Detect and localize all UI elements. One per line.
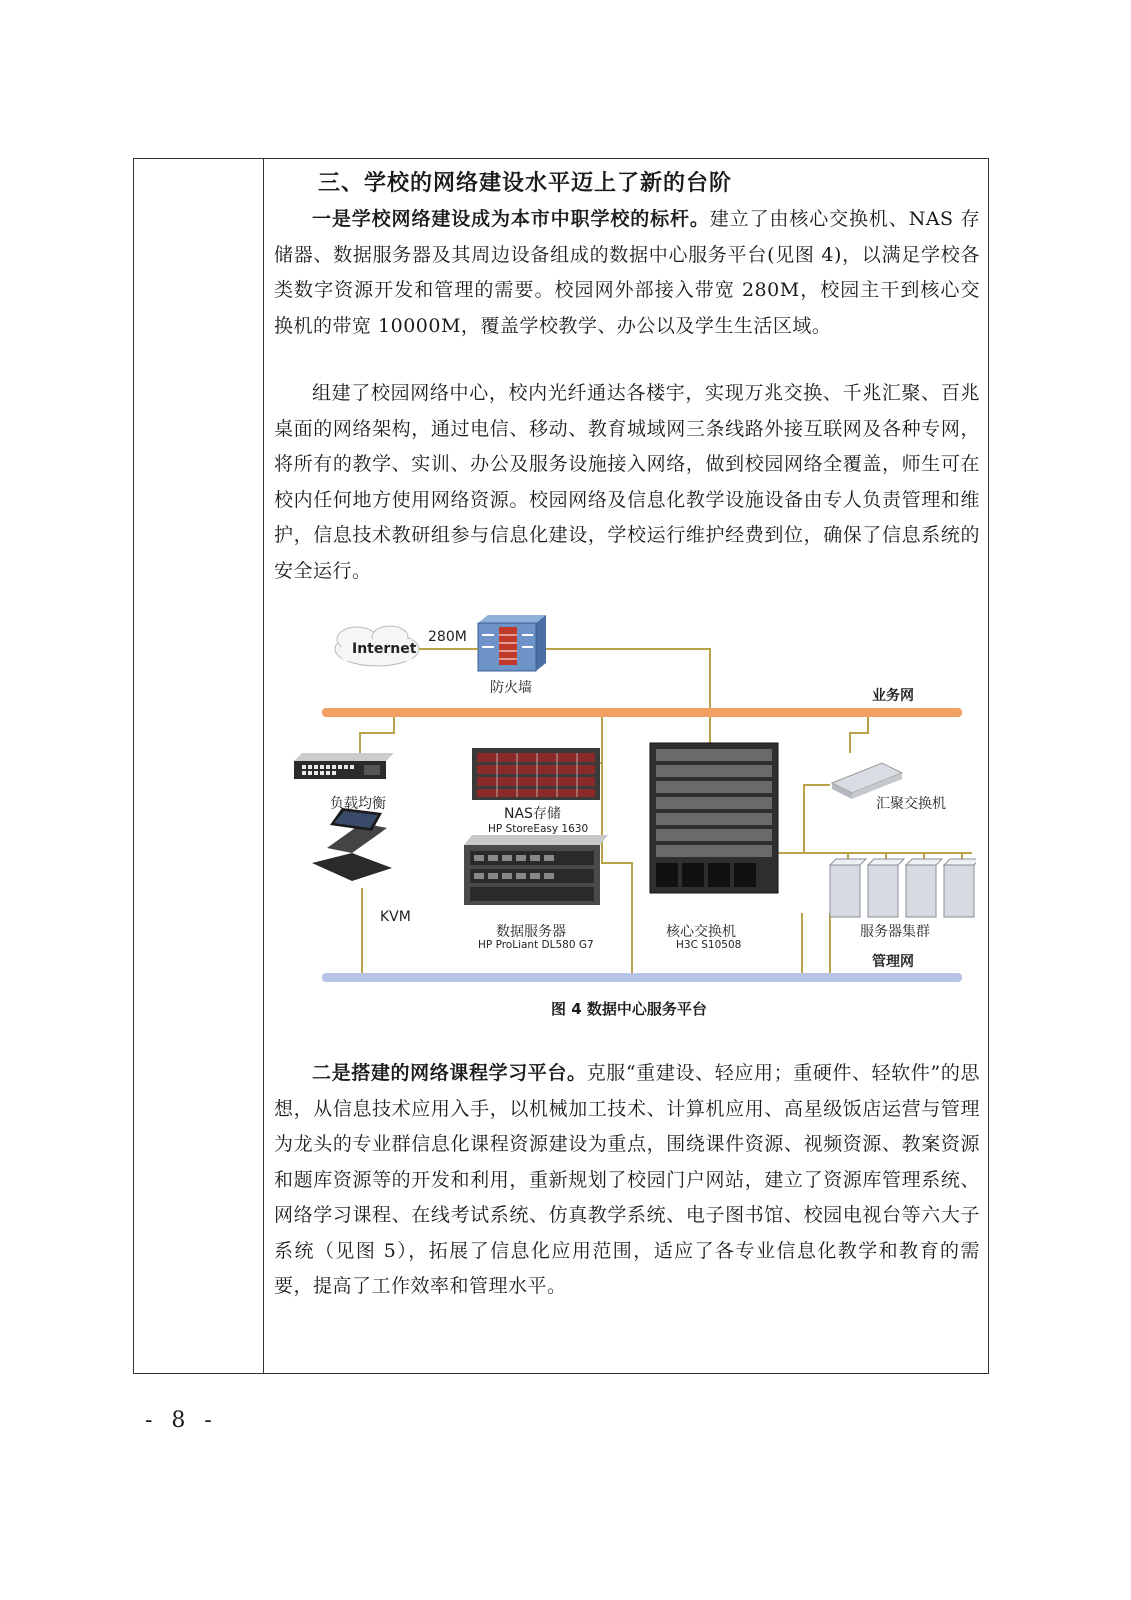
kvm-icon [312,808,392,881]
aggregation-switch-label: 汇聚交换机 [876,796,946,812]
figure-caption: 图 4 数据中心服务平台 [551,1000,707,1018]
server-cluster-label: 服务器集群 [860,924,930,940]
paragraph-1-lead: 一是学校网络建设成为本市中职学校的标杆。 [312,208,710,230]
load-balancer-label: 负载均衡 [330,796,386,812]
data-server-label: 数据服务器 [496,924,566,940]
management-net-bar [322,973,962,982]
paragraph-3 [274,1056,980,1305]
section-heading: 三、学校的网络建设水平迈上了新的台阶 [318,170,733,196]
paragraph-3-lead: 二是搭建的网络课程学习平台。 [312,1062,587,1084]
page-number: - 8 - [145,1408,218,1433]
nas-storage-icon [472,748,600,800]
core-switch-label: 核心交换机 [666,924,736,940]
management-net-label: 管理网 [872,954,914,970]
core-switch-icon [650,743,778,893]
bandwidth-label: 280M [428,629,467,645]
kvm-label: KVM [380,909,411,925]
nas-label: NAS存储 [504,806,561,822]
business-net-label: 业务网 [872,688,914,704]
business-net-bar [322,708,962,717]
internet-label: Internet [352,641,417,657]
core-switch-model-label: H3C S10508 [676,939,742,951]
column-divider [263,159,264,1373]
server-cluster-icon [830,859,976,917]
paragraph-1 [274,202,980,344]
paragraph-1-body: 建立了由核心交换机、NAS 存储器、数据服务器及其周边设备组成的数据中心服务平台(见图 4)，以满足学校各类数字资源开发和管理的需要。校园网外部接入带宽 280M，校园主干到核心交换机的带宽 10000M，覆盖学校教学、办公以及学生生活区域。 [274,208,980,337]
firewall-label: 防火墙 [490,680,532,696]
firewall-icon [478,615,546,671]
nas-model-label: HP StoreEasy 1630 [488,823,589,835]
network-diagram [282,613,976,1028]
load-balancer-icon [294,753,394,779]
paragraph-2: 组建了校园网络中心，校内光纤通达各楼宇，实现万兆交换、千兆汇聚、百兆桌面的网络架构，通过电信、移动、教育城域网三条线路外接互联网及各种专网，将所有的教学、实训、办公及服务设施接入网络，做到校园网络全覆盖，师生可在校内任何地方使用网络资源。校园网络及信息化教学设施设备由专人负责管理和维护，信息技术教研组参与信息化建设，学校运行维护经费到位，确保了信息系统的安全运行。 [274,382,980,582]
paragraph-3-body: 克服“重建设、轻应用；重硬件、轻软件”的思想，从信息技术应用入手，以机械加工技术、计算机应用、高星级饭店运营与管理为龙头的专业群信息化课程资源建设为重点，围绕课件资源、视频资源、教案资源和题库资源等的开发和利用，重新规划了校园门户网站，建立了资源库管理系统、网络学习课程、在线考试系统、仿真教学系统、电子图书馆、校园电视台等六大子系统（见图 5），拓展了信息化应用范围，适应了各专业信息化教学和教育的需要，提高了工作效率和管理水平。 [274,1062,980,1297]
data-server-icon [464,835,608,905]
data-server-model-label: HP ProLiant DL580 G7 [478,939,594,951]
